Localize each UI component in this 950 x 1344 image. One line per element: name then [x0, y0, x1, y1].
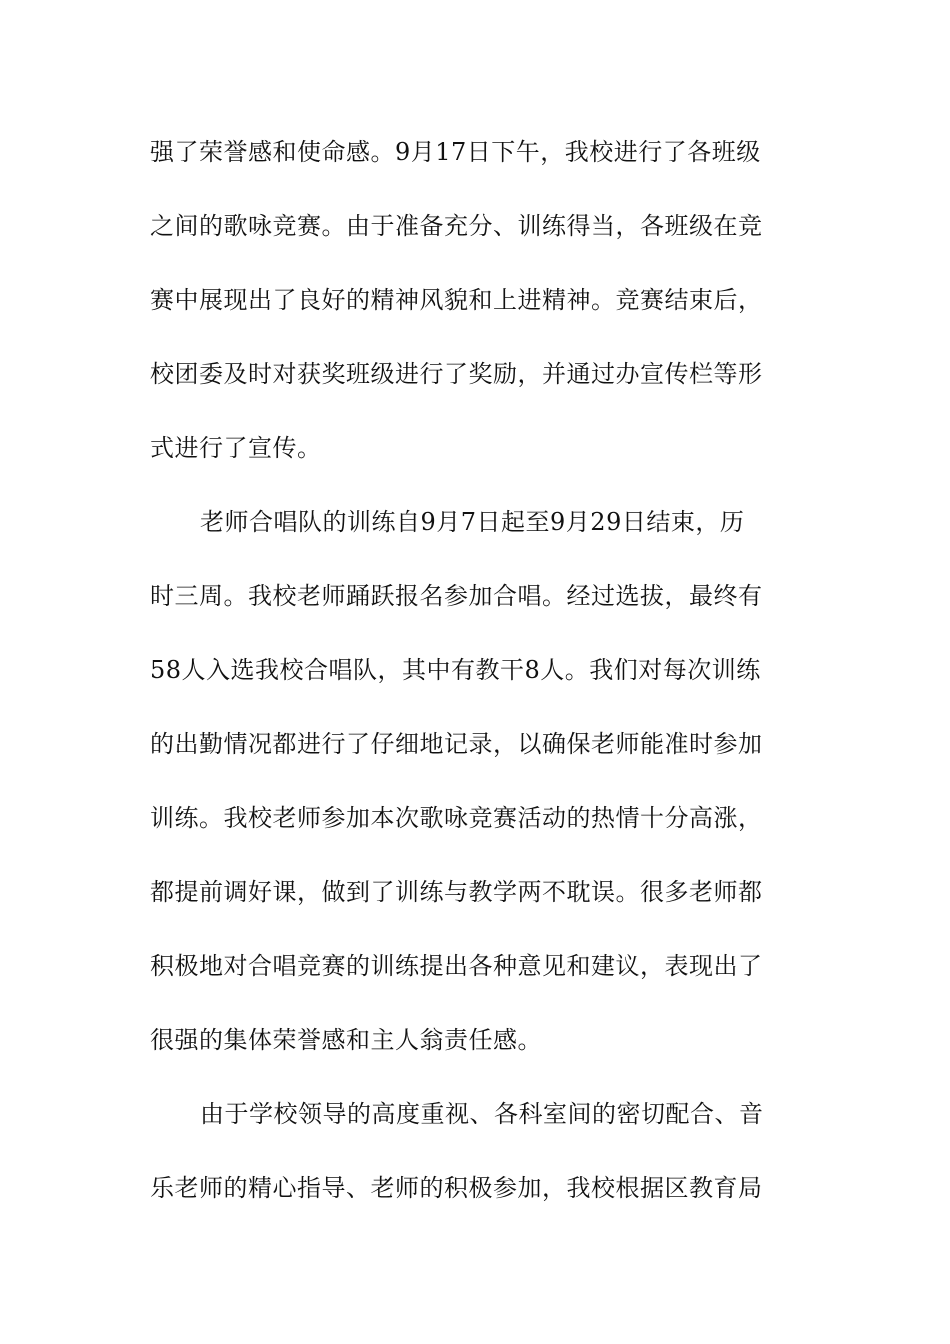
- paragraph-line: 赛中展现出了良好的精神风貌和上进精神。竞赛结束后，: [150, 286, 763, 314]
- document-body: [150, 124, 800, 1234]
- paragraph-line: 由于学校领导的高度重视、各科室间的密切配合、音: [200, 1100, 764, 1128]
- paragraph-line: 训练。我校老师参加本次歌咏竞赛活动的热情十分高涨，: [150, 804, 763, 832]
- paragraph-line: 老师合唱队的训练自9月7日起至9月29日结束，历: [200, 508, 745, 536]
- paragraph-line: 之间的歌咏竞赛。由于准备充分、训练得当，各班级在竞: [150, 212, 763, 240]
- paragraph-line: 很强的集体荣誉感和主人翁责任感。: [150, 1026, 542, 1054]
- paragraph-line: 乐老师的精心指导、老师的积极参加，我校根据区教育局: [150, 1174, 763, 1202]
- paragraph-2: [150, 494, 800, 1068]
- paragraph-1: [150, 124, 800, 476]
- paragraph-line: 式进行了宣传。: [150, 434, 322, 462]
- paragraph-line: 时三周。我校老师踊跃报名参加合唱。经过选拔，最终有: [150, 582, 763, 610]
- paragraph-line: 都提前调好课，做到了训练与教学两不耽误。很多老师都: [150, 878, 763, 906]
- paragraph-line: 58人入选我校合唱队，其中有教干8人。我们对每次训练: [150, 656, 761, 684]
- paragraph-line: 强了荣誉感和使命感。9月17日下午，我校进行了各班级: [150, 138, 761, 166]
- paragraph-line: 校团委及时对获奖班级进行了奖励，并通过办宣传栏等形: [150, 360, 763, 388]
- paragraph-3: [150, 1086, 800, 1216]
- paragraph-line: 的出勤情况都进行了仔细地记录，以确保老师能准时参加: [150, 730, 763, 758]
- paragraph-line: 积极地对合唱竞赛的训练提出各种意见和建议，表现出了: [150, 952, 763, 980]
